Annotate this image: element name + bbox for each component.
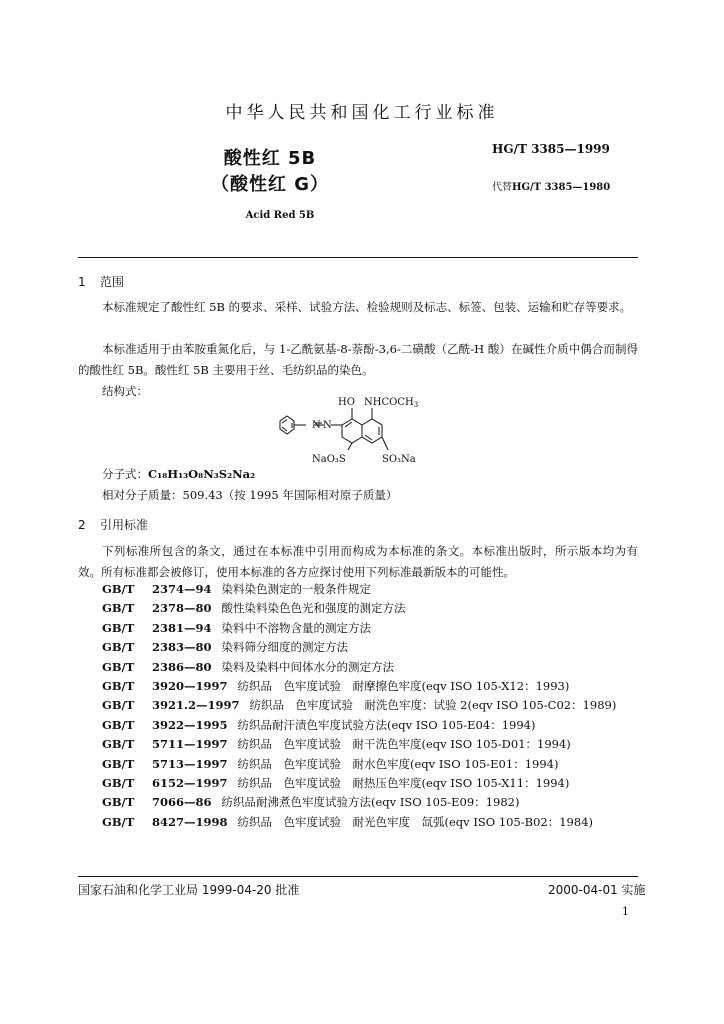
reference-number: 2383—80	[152, 640, 212, 655]
reference-code: GB/T	[102, 678, 135, 693]
replaces-note	[492, 178, 610, 193]
approval-note: 国家石油和化学工业局 1999-04-20 批准	[78, 883, 300, 897]
replaces-code: HG/T 3385—1980	[512, 182, 611, 193]
reference-number: 8427—1998	[152, 814, 228, 829]
reference-number: 7066—86	[152, 795, 212, 810]
reference-number: 2378—80	[152, 601, 212, 616]
reference-item	[102, 735, 642, 754]
reference-item	[102, 813, 642, 832]
reference-code: GB/T	[102, 717, 135, 732]
reference-item	[102, 696, 642, 715]
reference-item	[102, 774, 642, 793]
reference-code: GB/T	[102, 775, 135, 790]
sulfonate-right-label: SO₃Na	[382, 454, 416, 465]
formula-value: C₁₈H₁₃O₈N₃S₂Na₂	[148, 467, 256, 481]
document-title: 酸性红 5B	[223, 148, 317, 169]
reference-title: 纺织品 色牢度试验 耐摩擦色牢度(eqv ISO 105-X12：1993)	[237, 678, 570, 693]
reference-number: 3921.2—1997	[152, 698, 240, 713]
reference-title: 纺织品耐沸煮色牢度试验方法(eqv ISO 105-E09：1982)	[221, 795, 520, 810]
reference-item	[102, 793, 642, 812]
references-intro: 下列标准所包含的条文，通过在本标准中引用而构成为本标准的条文。本标准出版时，所示版本均为有效。所有标准都会被修订，使用本标准的各方应探讨使用下列标准最新版本的可能性。	[78, 544, 638, 579]
reference-title: 纺织品 色牢度试验 耐水色牢度(eqv ISO 105-E01：1994)	[237, 756, 559, 771]
structural-formula	[266, 392, 466, 468]
reference-code: GB/T	[102, 795, 135, 810]
formula-label: 分子式：	[102, 467, 148, 481]
document-title-alt: （酸性红 G）	[210, 174, 330, 195]
acetamido-label	[364, 397, 418, 409]
mass-value: 509.43（按 1995 年国际相对原子质量）	[182, 488, 398, 502]
reference-list	[102, 580, 642, 832]
section-2-heading	[78, 516, 148, 533]
reference-item	[102, 638, 642, 657]
reference-code: GB/T	[102, 814, 135, 829]
hydroxyl-label: HO	[338, 397, 355, 408]
standard-code: HG/T 3385—1999	[492, 142, 610, 156]
english-title: Acid Red 5B	[245, 210, 315, 221]
replaces-label: 代替	[492, 182, 512, 193]
section-number: 1	[78, 275, 86, 289]
standard-org-heading: 中华人民共和国化工行业标准	[225, 103, 499, 123]
reference-code: GB/T	[102, 620, 135, 635]
molecular-mass	[102, 487, 397, 503]
reference-code: GB/T	[102, 601, 135, 616]
reference-title: 染料筛分细度的测定方法	[221, 640, 349, 655]
reference-title: 酸性染料染色色光和强度的测定方法	[221, 601, 406, 616]
scope-paragraph-2: 本标准适用于由苯胺重氮化后，与 1-乙酰氨基-8-萘酚-3,6-二磺酸（乙酰-H 酸）在碱性介质中偶合而制得的酸性红 5B。酸性红 5B 主要用于丝、毛纺织品的染色。	[78, 342, 638, 377]
reference-title: 纺织品耐汗渍色牢度试验方法(eqv ISO 105-E04：1994)	[237, 717, 536, 732]
page-number: 1	[622, 905, 629, 918]
reference-number: 5713—1997	[152, 756, 228, 771]
reference-item	[102, 619, 642, 638]
scope-paragraph-1: 本标准规定了酸性红 5B 的要求、采样、试验方法、检验规则及标志、标签、包装、运输和贮存等要求。	[102, 300, 632, 314]
acetamido-group: NHCOCH	[364, 397, 414, 408]
reference-item	[102, 580, 642, 599]
effective-date: 2000-04-01 实施	[548, 883, 646, 897]
azo-nitrogen-1: N	[312, 420, 321, 431]
header-divider	[78, 257, 638, 258]
reference-item	[102, 755, 642, 774]
reference-title: 纺织品 色牢度试验 耐干洗色牢度(eqv ISO 105-D01：1994)	[237, 737, 571, 752]
reference-title: 染料染色测定的一般条件规定	[221, 582, 372, 596]
reference-code: GB/T	[102, 698, 135, 713]
reference-title: 染料及染料中间体水分的测定方法	[221, 659, 395, 674]
reference-title: 染料中不溶物含量的测定方法	[221, 620, 372, 635]
reference-code: GB/T	[102, 582, 135, 596]
reference-item	[102, 716, 642, 735]
azo-nitrogen-2: N	[323, 420, 332, 431]
reference-code: GB/T	[102, 737, 135, 752]
reference-code: GB/T	[102, 756, 135, 771]
reference-number: 2381—94	[152, 620, 212, 635]
reference-item	[102, 658, 642, 677]
reference-code: GB/T	[102, 640, 135, 655]
reference-number: 3920—1997	[152, 678, 228, 693]
section-1-heading	[78, 273, 124, 290]
section-number: 2	[78, 518, 86, 532]
reference-title: 纺织品 色牢度试验 耐热压色牢度(eqv ISO 105-X11：1994)	[237, 775, 570, 790]
reference-number: 3922—1995	[152, 717, 228, 732]
section-title: 引用标准	[100, 518, 149, 532]
molecular-formula	[102, 466, 255, 482]
structure-label: 结构式：	[102, 384, 148, 398]
reference-item	[102, 599, 642, 618]
sulfonate-left-label: NaO₃S	[312, 454, 346, 465]
reference-code: GB/T	[102, 659, 135, 674]
reference-number: 5711—1997	[152, 737, 228, 752]
mass-label: 相对分子质量：	[102, 488, 183, 502]
reference-number: 6152—1997	[152, 775, 228, 790]
reference-number: 2374—94	[152, 582, 212, 596]
reference-title: 纺织品 色牢度试验 耐光色牢度 氙弧(eqv ISO 105-B02：1984)	[237, 814, 593, 829]
acetamido-subscript: 3	[413, 401, 419, 409]
reference-title: 纺织品 色牢度试验 耐洗色牢度：试验 2(eqv ISO 105-C02：1989)	[249, 698, 617, 713]
reference-item	[102, 677, 642, 696]
section-title: 范围	[100, 275, 125, 289]
reference-number: 2386—80	[152, 659, 212, 674]
footer-divider	[78, 876, 638, 877]
